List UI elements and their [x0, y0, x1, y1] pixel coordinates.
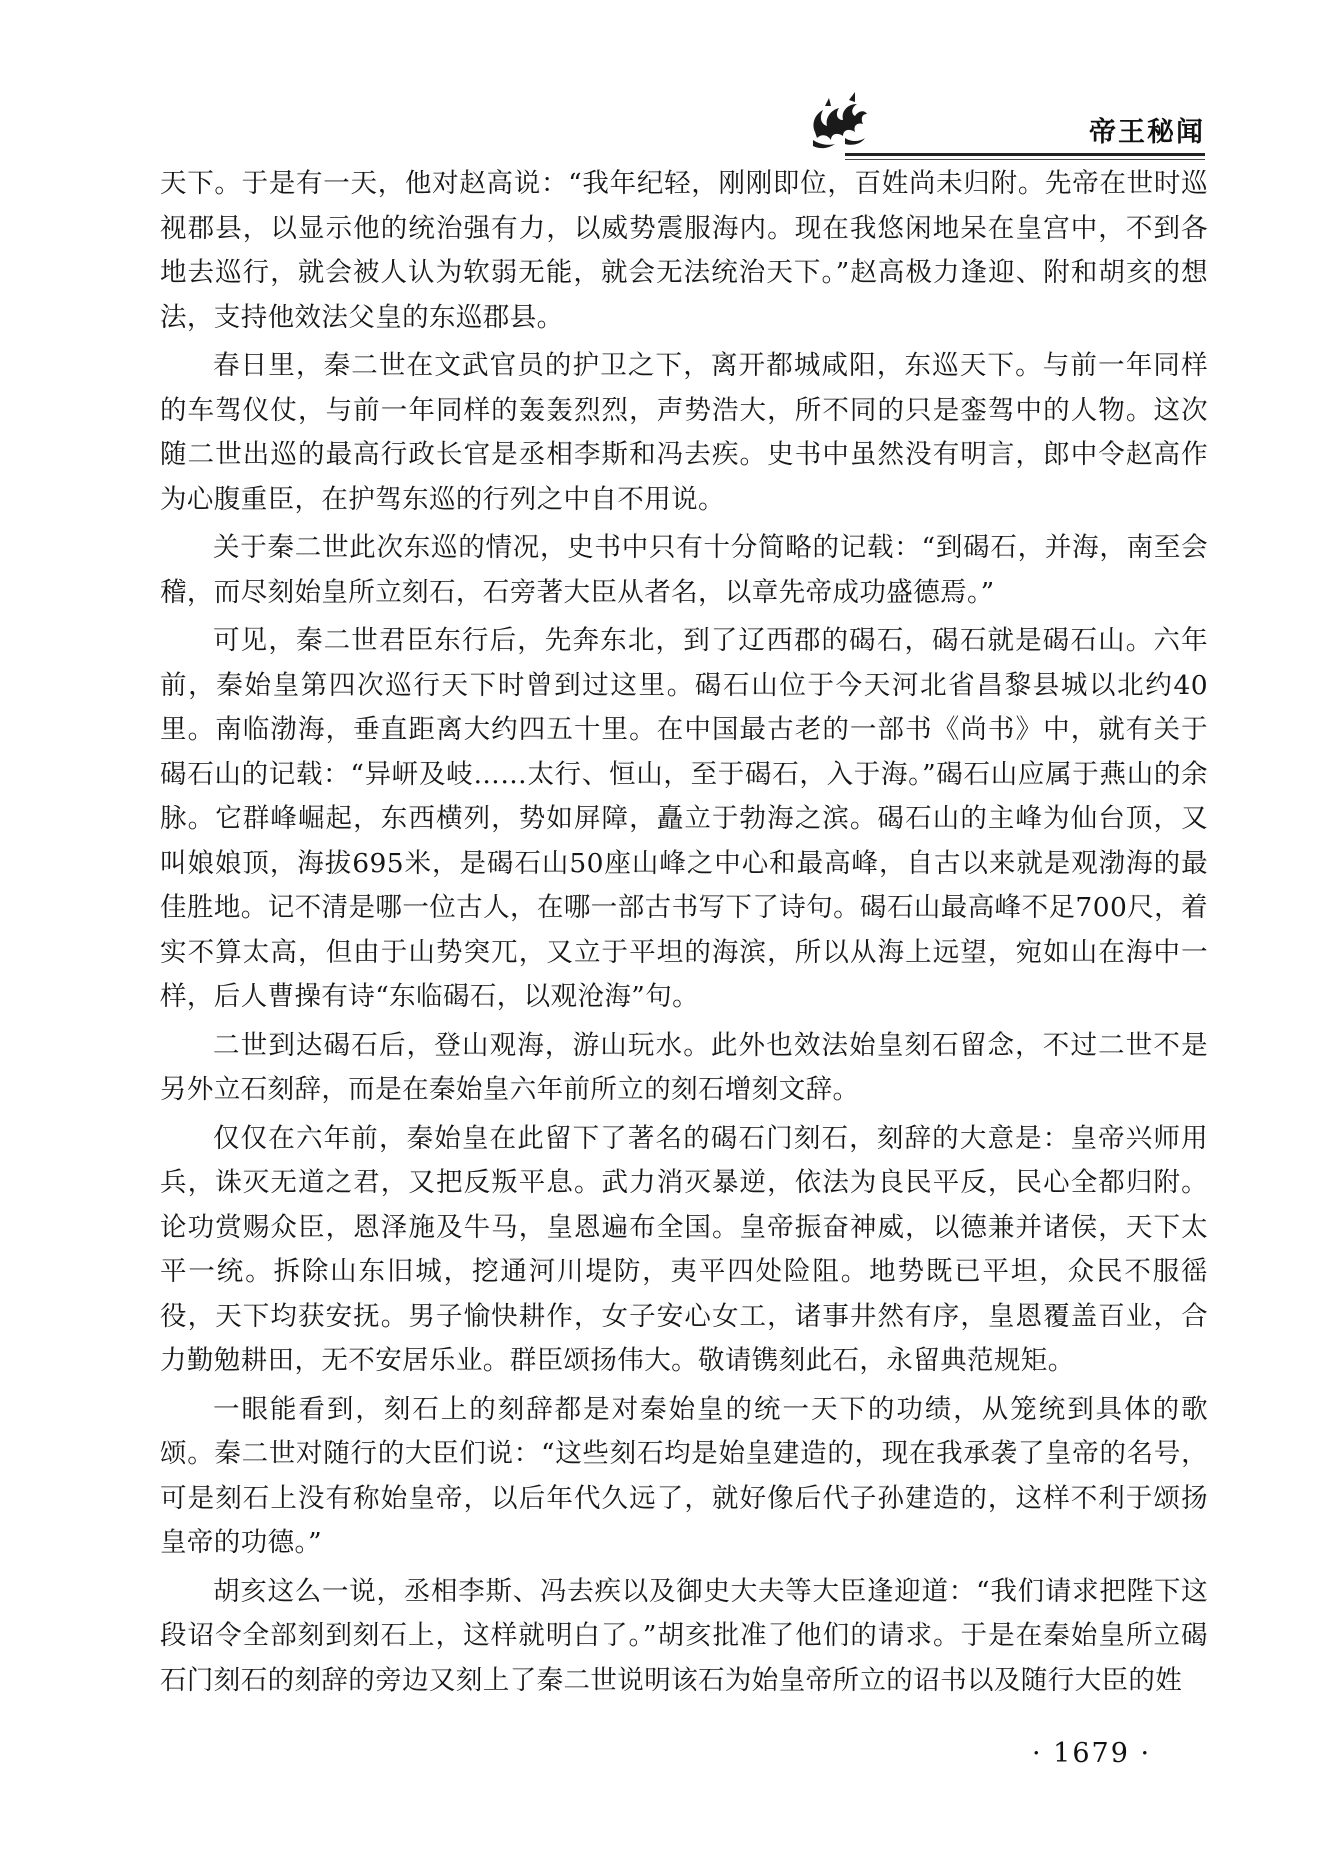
header-rule-thin — [845, 159, 1205, 160]
running-header — [805, 88, 1205, 158]
header-title: 帝王秘闻 — [1089, 117, 1205, 148]
paragraph: 仅仅在六年前，秦始皇在此留下了著名的碣石门刻石，刻辞的大意是：皇帝兴师用兵，诛灭无道之君，又把反叛平息。武力消灭暴逆，依法为良民平反，民心全都归附。论功赏赐众臣，恩泽施及牛马，皇恩遍布全国。皇帝振奋神威，以德兼并诸侯，天下太平一统。拆除山东旧城，挖通河川堤防，夷平四处险阻。地势既已平坦，众民不服徭役，天下均获安抚。男子愉快耕作，女子安心女工，诸事井然有序，皇恩覆盖百业，合力勤勉耕田，无不安居乐业。群臣颂扬伟大。敬请镌刻此石，永留典范规矩。 — [160, 1122, 1208, 1376]
paragraph: 可见，秦二世君臣东行后，先奔东北，到了辽西郡的碣石，碣石就是碣石山。六年前，秦始皇第四次巡行天下时曾到过这里。碣石山位于今天河北省昌黎县城以北约40里。南临渤海，垂直距离大约四五十里。在中国最古老的一部书《尚书》中，就有关于碣石山的记载：“异岍及岐……太行、恒山，至于碣石，入于海。”碣石山应属于燕山的余脉。它群峰崛起，东西横列，势如屏障，矗立于勃海之滨。碣石山的主峰为仙台顶，又叫娘娘顶，海拔695米，是碣石山50座山峰之中心和最高峰，自古以来就是观渤海的最佳胜地。记不清是哪一位古人，在哪一部古书写下了诗句。碣石山最高峰不足700尺，着实不算太高，但由于山势突兀，又立于平坦的海滨，所以从海上远望，宛如山在海中一样，后人曹操有诗“东临碣石，以观沧海”句。 — [160, 625, 1208, 1012]
dragon-emblem-icon — [805, 88, 873, 156]
body-text — [160, 162, 1208, 1707]
paragraph: 一眼能看到，刻石上的刻辞都是对秦始皇的统一天下的功绩，从笼统到具体的歌颂。秦二世对随行的大臣们说：“这些刻石均是始皇建造的，现在我承袭了皇帝的名号，可是刻石上没有称始皇帝，以后年代久远了，就好像后代子孙建造的，这样不利于颂扬皇帝的功德。” — [160, 1393, 1208, 1558]
paragraph: 二世到达碣石后，登山观海，游山玩水。此外也效法始皇刻石留念，不过二世不是另外立石刻辞，而是在秦始皇六年前所立的刻石增刻文辞。 — [160, 1029, 1208, 1105]
paragraph: 天下。于是有一天，他对赵高说：“我年纪轻，刚刚即位，百姓尚未归附。先帝在世时巡视郡县，以显示他的统治强有力，以威势震服海内。现在我悠闲地呆在皇宫中，不到各地去巡行，就会被人认为软弱无能，就会无法统治天下。”赵高极力逢迎、附和胡亥的想法，支持他效法父皇的东巡郡县。 — [160, 168, 1208, 333]
paragraph: 胡亥这么一说，丞相李斯、冯去疾以及御史大夫等大臣逢迎道：“我们请求把陛下这段诏令全部刻到刻石上，这样就明白了。”胡亥批准了他们的请求。于是在秦始皇所立碣石门刻石的刻辞的旁边又刻上了秦二世说明该石为始皇帝所立的诏书以及随行大臣的姓 — [160, 1575, 1208, 1696]
page-number: · 1679 · — [1032, 1738, 1152, 1769]
header-rule — [845, 153, 1205, 156]
paragraph: 春日里，秦二世在文武官员的护卫之下，离开都城咸阳，东巡天下。与前一年同样的车驾仪仗，与前一年同样的轰轰烈烈，声势浩大，所不同的只是銮驾中的人物。这次随二世出巡的最高行政长官是丞相李斯和冯去疾。史书中虽然没有明言，郎中令赵高作为心腹重臣，在护驾东巡的行列之中自不用说。 — [160, 350, 1208, 515]
paragraph: 关于秦二世此次东巡的情况，史书中只有十分简略的记载：“到碣石，并海，南至会稽，而尽刻始皇所立刻石，石旁著大臣从者名，以章先帝成功盛德焉。” — [160, 532, 1208, 608]
